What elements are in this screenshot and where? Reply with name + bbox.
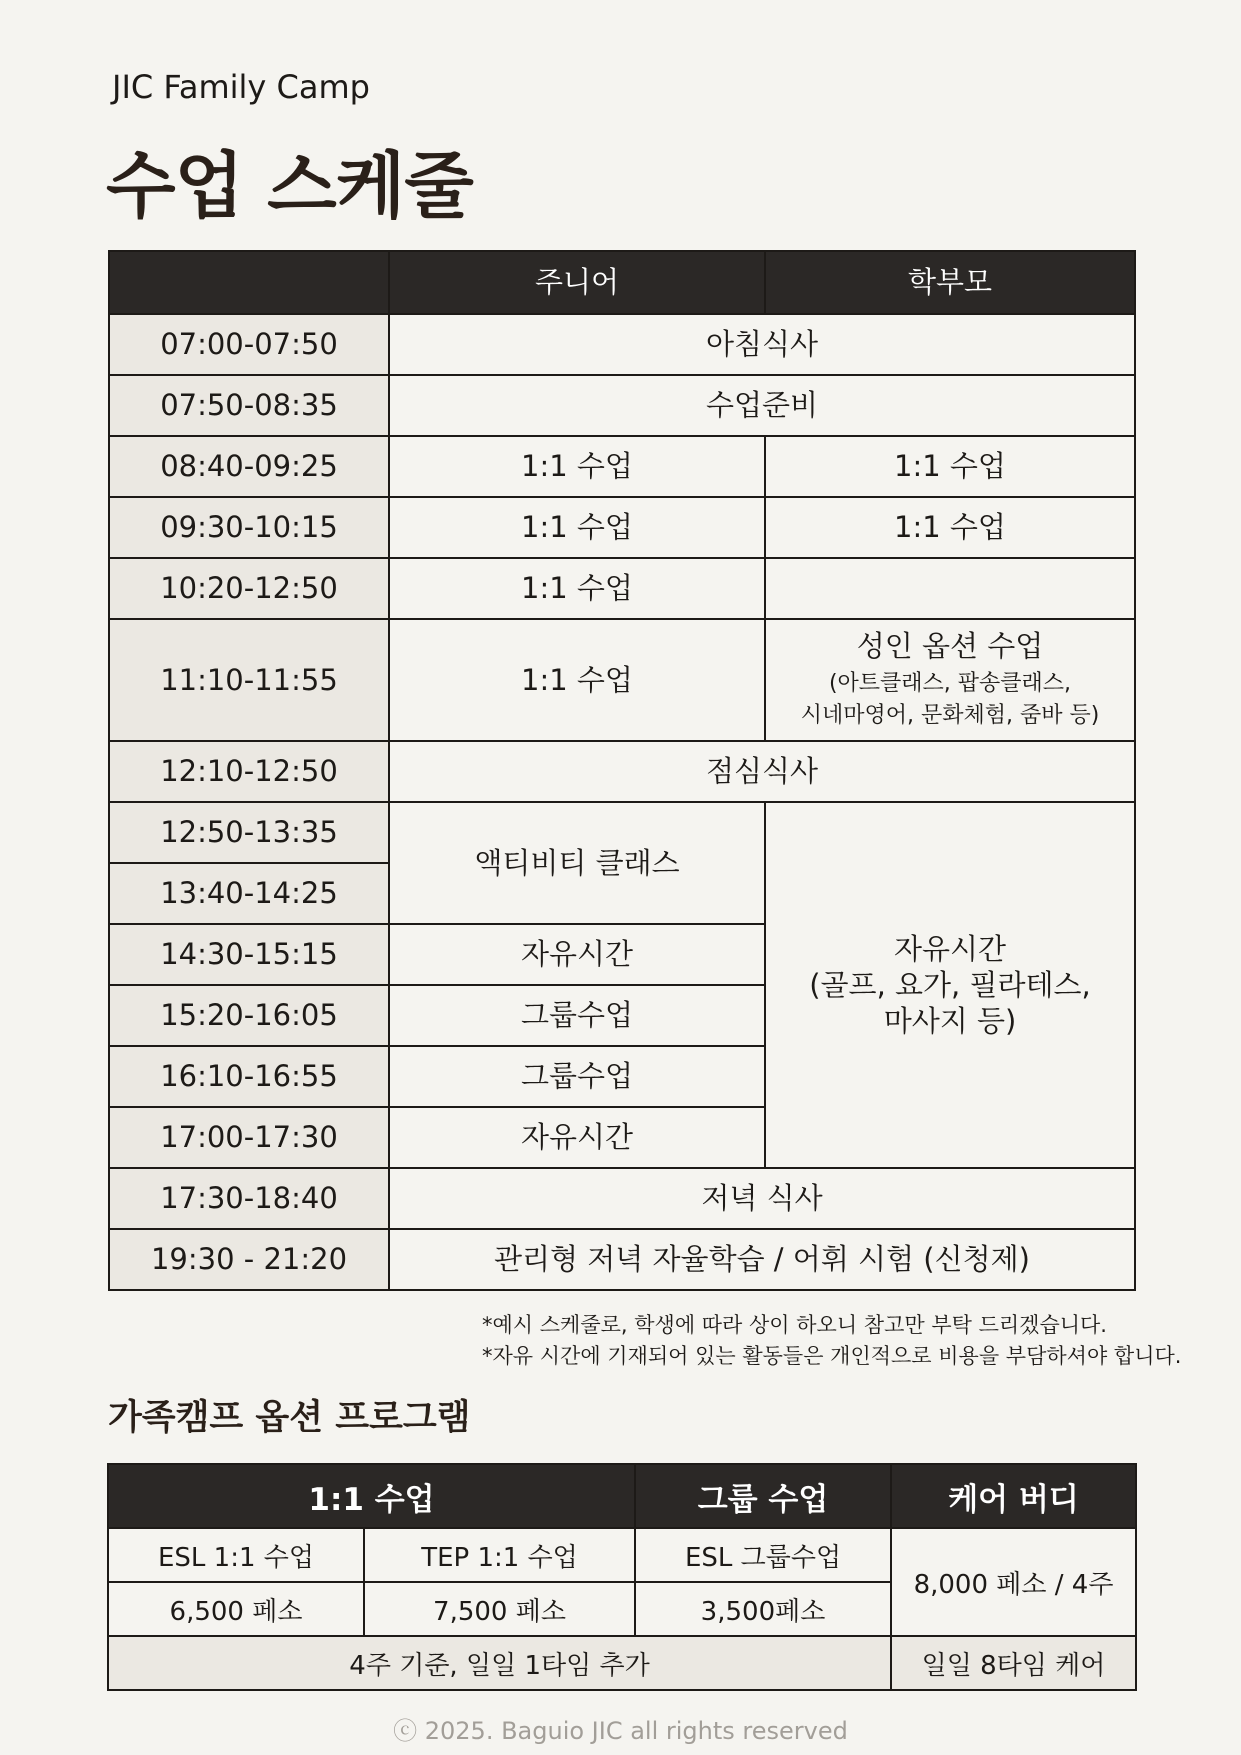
brand-name: JIC Family Camp	[112, 68, 370, 106]
table-row	[109, 436, 1135, 497]
junior-activity: 1:1 수업	[389, 558, 765, 619]
schedule-table	[108, 250, 1136, 1291]
option-name: TEP 1:1 수업	[364, 1528, 635, 1582]
time-slot: 19:30 - 21:20	[109, 1229, 389, 1290]
table-row	[109, 375, 1135, 436]
time-slot: 08:40-09:25	[109, 436, 389, 497]
option-name: ESL 1:1 수업	[108, 1528, 364, 1582]
time-slot: 11:10-11:55	[109, 619, 389, 741]
parent-free-time	[765, 802, 1135, 1168]
header-time	[109, 251, 389, 314]
shared-activity: 저녁 식사	[389, 1168, 1135, 1229]
options-title: 가족캠프 옵션 프로그램	[108, 1398, 471, 1438]
time-slot: 16:10-16:55	[109, 1046, 389, 1107]
table-row	[109, 558, 1135, 619]
header-junior: 주니어	[389, 251, 765, 314]
care-buddy-price: 8,000 페소 / 4주	[891, 1528, 1136, 1636]
parent-activity: 1:1 수업	[765, 497, 1135, 558]
junior-activity-merged: 액티비티 클래스	[389, 802, 765, 924]
options-table	[107, 1463, 1137, 1691]
junior-activity: 자유시간	[389, 924, 765, 985]
time-slot: 15:20-16:05	[109, 985, 389, 1046]
shared-activity: 점심식사	[389, 741, 1135, 802]
time-slot: 07:50-08:35	[109, 375, 389, 436]
time-slot: 13:40-14:25	[109, 863, 389, 924]
table-row	[109, 802, 1135, 863]
options-header-row	[108, 1464, 1136, 1528]
time-slot: 17:00-17:30	[109, 1107, 389, 1168]
time-slot: 12:50-13:35	[109, 802, 389, 863]
table-row	[109, 314, 1135, 375]
time-slot: 09:30-10:15	[109, 497, 389, 558]
junior-activity: 그룹수업	[389, 1046, 765, 1107]
junior-activity: 1:1 수업	[389, 497, 765, 558]
schedule-notes	[482, 1310, 1181, 1372]
table-row	[109, 741, 1135, 802]
header-care-buddy: 케어 버디	[891, 1464, 1136, 1528]
table-row	[109, 1168, 1135, 1229]
note-line: *자유 시간에 기재되어 있는 활동들은 개인적으로 비용을 부담하셔야 합니다.	[482, 1344, 1182, 1368]
header-one-on-one: 1:1 수업	[108, 1464, 635, 1528]
junior-activity: 1:1 수업	[389, 436, 765, 497]
shared-activity: 아침식사	[389, 314, 1135, 375]
table-row	[108, 1636, 1136, 1690]
time-slot: 10:20-12:50	[109, 558, 389, 619]
shared-activity: 관리형 저녁 자율학습 / 어휘 시험 (신청제)	[389, 1229, 1135, 1290]
adult-option-class	[765, 619, 1135, 741]
note-line: *예시 스케줄로, 학생에 따라 상이 하오니 참고만 부탁 드리겠습니다.	[482, 1313, 1107, 1337]
time-slot: 12:10-12:50	[109, 741, 389, 802]
option-price: 3,500페소	[635, 1582, 891, 1636]
parent-activity-empty	[765, 558, 1135, 619]
time-slot: 14:30-15:15	[109, 924, 389, 985]
option-price: 7,500 페소	[364, 1582, 635, 1636]
option-name: ESL 그룹수업	[635, 1528, 891, 1582]
page-title: 수업 스케줄	[106, 144, 473, 228]
table-row	[109, 619, 1135, 741]
adult-option-detail: 시네마영어, 문화체험, 줌바 등)	[800, 703, 1100, 729]
time-slot: 07:00-07:50	[109, 314, 389, 375]
copyright-footer: ⓒ 2025. Baguio JIC all rights reserved	[393, 1717, 848, 1745]
shared-activity: 수업준비	[389, 375, 1135, 436]
junior-activity: 자유시간	[389, 1107, 765, 1168]
table-row	[109, 497, 1135, 558]
adult-option-detail: (아트클래스, 팝송클래스,	[828, 671, 1072, 697]
parent-activity: 1:1 수업	[765, 436, 1135, 497]
parent-free-time-detail: 마사지 등)	[883, 1004, 1017, 1039]
care-buddy-basis: 일일 8타임 케어	[891, 1636, 1136, 1690]
options-basis: 4주 기준, 일일 1타임 추가	[108, 1636, 891, 1690]
junior-activity: 그룹수업	[389, 985, 765, 1046]
parent-free-time-detail: (골프, 요가, 필라테스,	[809, 967, 1091, 1002]
table-row	[108, 1528, 1136, 1582]
adult-option-title: 성인 옵션 수업	[856, 628, 1044, 663]
junior-activity: 1:1 수업	[389, 619, 765, 741]
schedule-header-row	[109, 251, 1135, 314]
option-price: 6,500 페소	[108, 1582, 364, 1636]
time-slot: 17:30-18:40	[109, 1168, 389, 1229]
parent-free-time-title: 자유시간	[893, 931, 1007, 966]
header-group: 그룹 수업	[635, 1464, 891, 1528]
table-row	[109, 1229, 1135, 1290]
header-parent: 학부모	[765, 251, 1135, 314]
